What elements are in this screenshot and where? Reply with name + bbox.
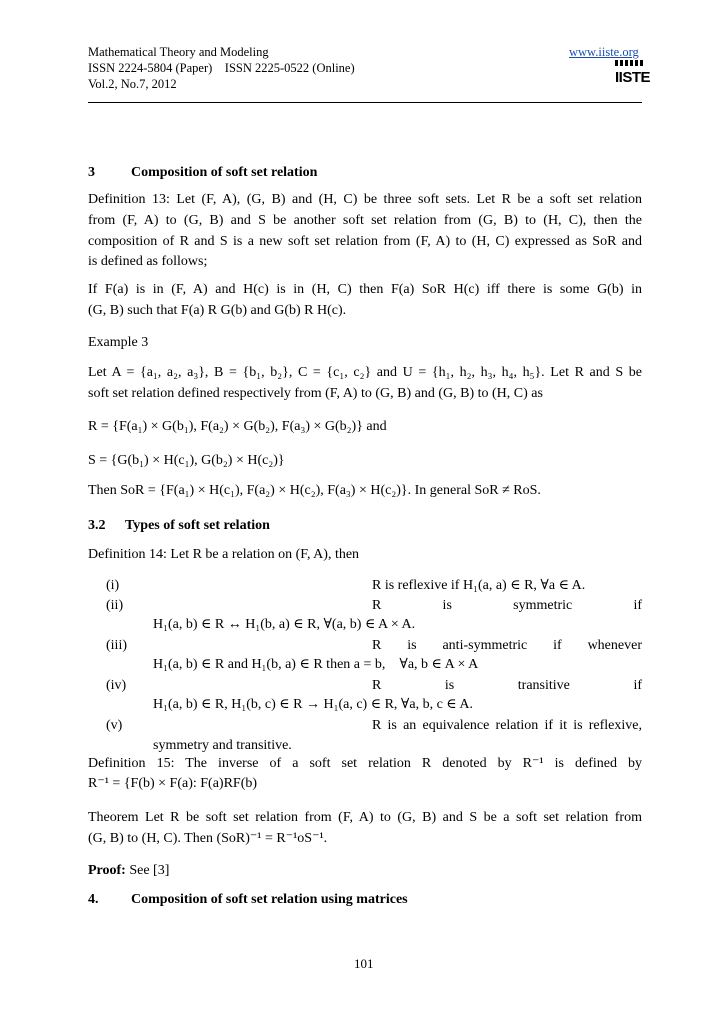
example-3-line2: soft set relation defined respectively from (F, A) to (G, B) and (G, B) to (H, C) as xyxy=(88,386,543,401)
section-4-number: 4. xyxy=(88,892,99,907)
def14-item-label: (v) xyxy=(106,718,123,733)
def14-item-label: (i) xyxy=(106,578,120,593)
def14-item-text: R is symmetric if xyxy=(372,598,642,613)
def15-line1: Definition 15: The inverse of a soft set relation R denoted by R⁻¹ is defined by xyxy=(88,756,642,771)
example-3-title: Example 3 xyxy=(88,335,149,350)
def13-line3: composition of R and S is a new soft set relation from (F, A) to (H, C) expressed as SoR and xyxy=(88,234,642,249)
rule-line1: If F(a) is in (F, A) and H(c) is in (H, C) then F(a) SoR H(c) iff there is some G(b) in xyxy=(88,282,642,297)
def14-intro: Definition 14: Let R be a relation on (F, A), then xyxy=(88,547,360,562)
def13-line4: is defined as follows; xyxy=(88,254,208,269)
def14-item-label: (ii) xyxy=(106,598,124,613)
header-divider xyxy=(88,102,642,103)
def15-line2: R⁻¹ = {F(b) × F(a): F(a)RF(b) xyxy=(88,776,258,791)
def13-line1: Definition 13: Let (F, A), (G, B) and (H, C) be three soft sets. Let R be a soft set relation xyxy=(88,192,642,207)
rule-line2: (G, B) such that F(a) R G(b) and G(b) R H(c). xyxy=(88,303,347,318)
def14-item-text: R is an equivalence relation if it is reflexive, xyxy=(372,718,642,733)
issn-line: ISSN 2224-5804 (Paper) ISSN 2225-0522 (Online) xyxy=(88,61,355,75)
def14-item-continuation: symmetry and transitive. xyxy=(153,738,292,753)
composition-result: Then SoR = {F(a₁) × H(c₁), F(a₂) × H(c₂), F(a₃) × H(c₂)}. In general SoR ≠ RoS. xyxy=(88,483,541,498)
page-number: 101 xyxy=(354,956,374,971)
logo-bars-icon xyxy=(615,60,643,66)
def14-item-label: (iii) xyxy=(106,638,127,653)
journal-title: Mathematical Theory and Modeling xyxy=(88,45,269,59)
relation-r: R = {F(a₁) × G(b₁), F(a₂) × G(b₂), F(a₃) × G(b₂)} and xyxy=(88,419,387,434)
example-3-line1: Let A = {a₁, a₂, a₃}, B = {b₁, b₂}, C = {c₁, c₂} and U = {h₁, h₂, h₃, h₄, h₅}. Let R and S be xyxy=(88,365,642,380)
section-4-title: Composition of soft set relation using matrices xyxy=(131,892,408,907)
volume-line: Vol.2, No.7, 2012 xyxy=(88,77,177,91)
def14-item-text: R is anti-symmetric if whenever xyxy=(372,638,642,653)
proof-text: See [3] xyxy=(125,863,170,878)
iiste-logo xyxy=(615,60,651,90)
section-3-title: Composition of soft set relation xyxy=(131,165,318,180)
logo-text: IISTE xyxy=(615,69,651,86)
def13-line2: from (F, A) to (G, B) and S be another soft set relation from (G, B) to (H, C), then the xyxy=(88,213,642,228)
def14-item-text: R is transitive if xyxy=(372,678,642,693)
def14-item-continuation: H₁(a, b) ∈ R ↔ H₁(b, a) ∈ R, ∀(a, b) ∈ A × A. xyxy=(153,617,416,632)
def14-item-continuation: H₁(a, b) ∈ R, H₁(b, c) ∈ R → H₁(a, c) ∈ R, ∀a, b, c ∈ A. xyxy=(153,697,473,712)
def14-item-continuation: H₁(a, b) ∈ R and H₁(b, a) ∈ R then a = b, ∀a, b ∈ A × A xyxy=(153,657,479,672)
theorem-line1: Theorem Let R be soft set relation from (F, A) to (G, B) and S be a soft set relation from xyxy=(88,810,642,825)
relation-s: S = {G(b₁) × H(c₁), G(b₂) × H(c₂)} xyxy=(88,453,285,468)
section-3-number: 3 xyxy=(88,165,95,180)
def14-item-label: (iv) xyxy=(106,678,127,693)
website-link[interactable]: www.iiste.org xyxy=(569,45,639,59)
theorem-line2: (G, B) to (H, C). Then (SoR)⁻¹ = R⁻¹oS⁻¹. xyxy=(88,831,328,846)
section-3-2-title: Types of soft set relation xyxy=(125,518,270,533)
section-3-2-number: 3.2 xyxy=(88,518,106,533)
def14-item-text: R is reflexive if H₁(a, a) ∈ R, ∀a ∈ A. xyxy=(372,578,586,593)
proof-label: Proof: xyxy=(88,863,126,878)
proof-line xyxy=(88,861,169,881)
